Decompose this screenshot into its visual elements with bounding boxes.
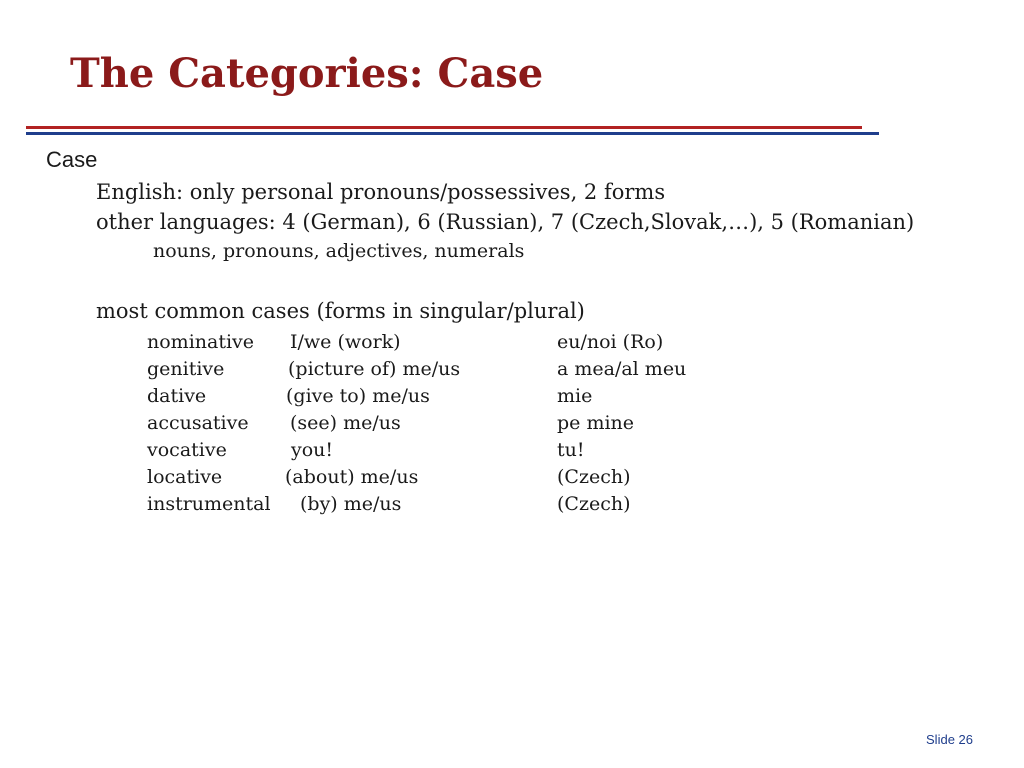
case-name: locative xyxy=(147,466,223,488)
case-name: dative xyxy=(147,385,207,407)
bullet-parts-of-speech: nouns, pronouns, adjectives, numerals xyxy=(153,240,525,262)
case-english-example: I/we (work) xyxy=(290,331,401,353)
case-language-example: (Czech) xyxy=(557,466,631,488)
case-english-example: (picture of) me/us xyxy=(288,358,461,380)
title-underline-blue xyxy=(26,132,879,135)
bullet-english: English: only personal pronouns/possessives, 2 forms xyxy=(96,180,666,204)
bullet-other-languages: other languages: 4 (German), 6 (Russian), 7 (Czech,Slovak,…), 5 (Romanian) xyxy=(96,210,915,234)
case-language-example: tu! xyxy=(557,439,585,461)
case-name: vocative xyxy=(147,439,227,461)
case-name: nominative xyxy=(147,331,255,353)
case-name: genitive xyxy=(147,358,225,380)
case-name: accusative xyxy=(147,412,249,434)
case-language-example: a mea/al meu xyxy=(557,358,687,380)
case-english-example: (see) me/us xyxy=(290,412,401,434)
slide-number: Slide 26 xyxy=(926,732,973,747)
case-english-example: you! xyxy=(291,439,334,461)
case-english-example: (about) me/us xyxy=(285,466,419,488)
case-language-example: (Czech) xyxy=(557,493,631,515)
case-english-example: (give to) me/us xyxy=(286,385,430,407)
case-language-example: eu/noi (Ro) xyxy=(557,331,664,353)
slide-title: The Categories: Case xyxy=(70,50,544,97)
bullet-case-heading: Case xyxy=(46,147,98,172)
case-name: instrumental xyxy=(147,493,271,515)
case-language-example: mie xyxy=(557,385,593,407)
case-english-example: (by) me/us xyxy=(300,493,402,515)
title-underline-red xyxy=(26,126,862,129)
case-language-example: pe mine xyxy=(557,412,635,434)
bullet-common-cases: most common cases (forms in singular/plural) xyxy=(96,299,585,323)
